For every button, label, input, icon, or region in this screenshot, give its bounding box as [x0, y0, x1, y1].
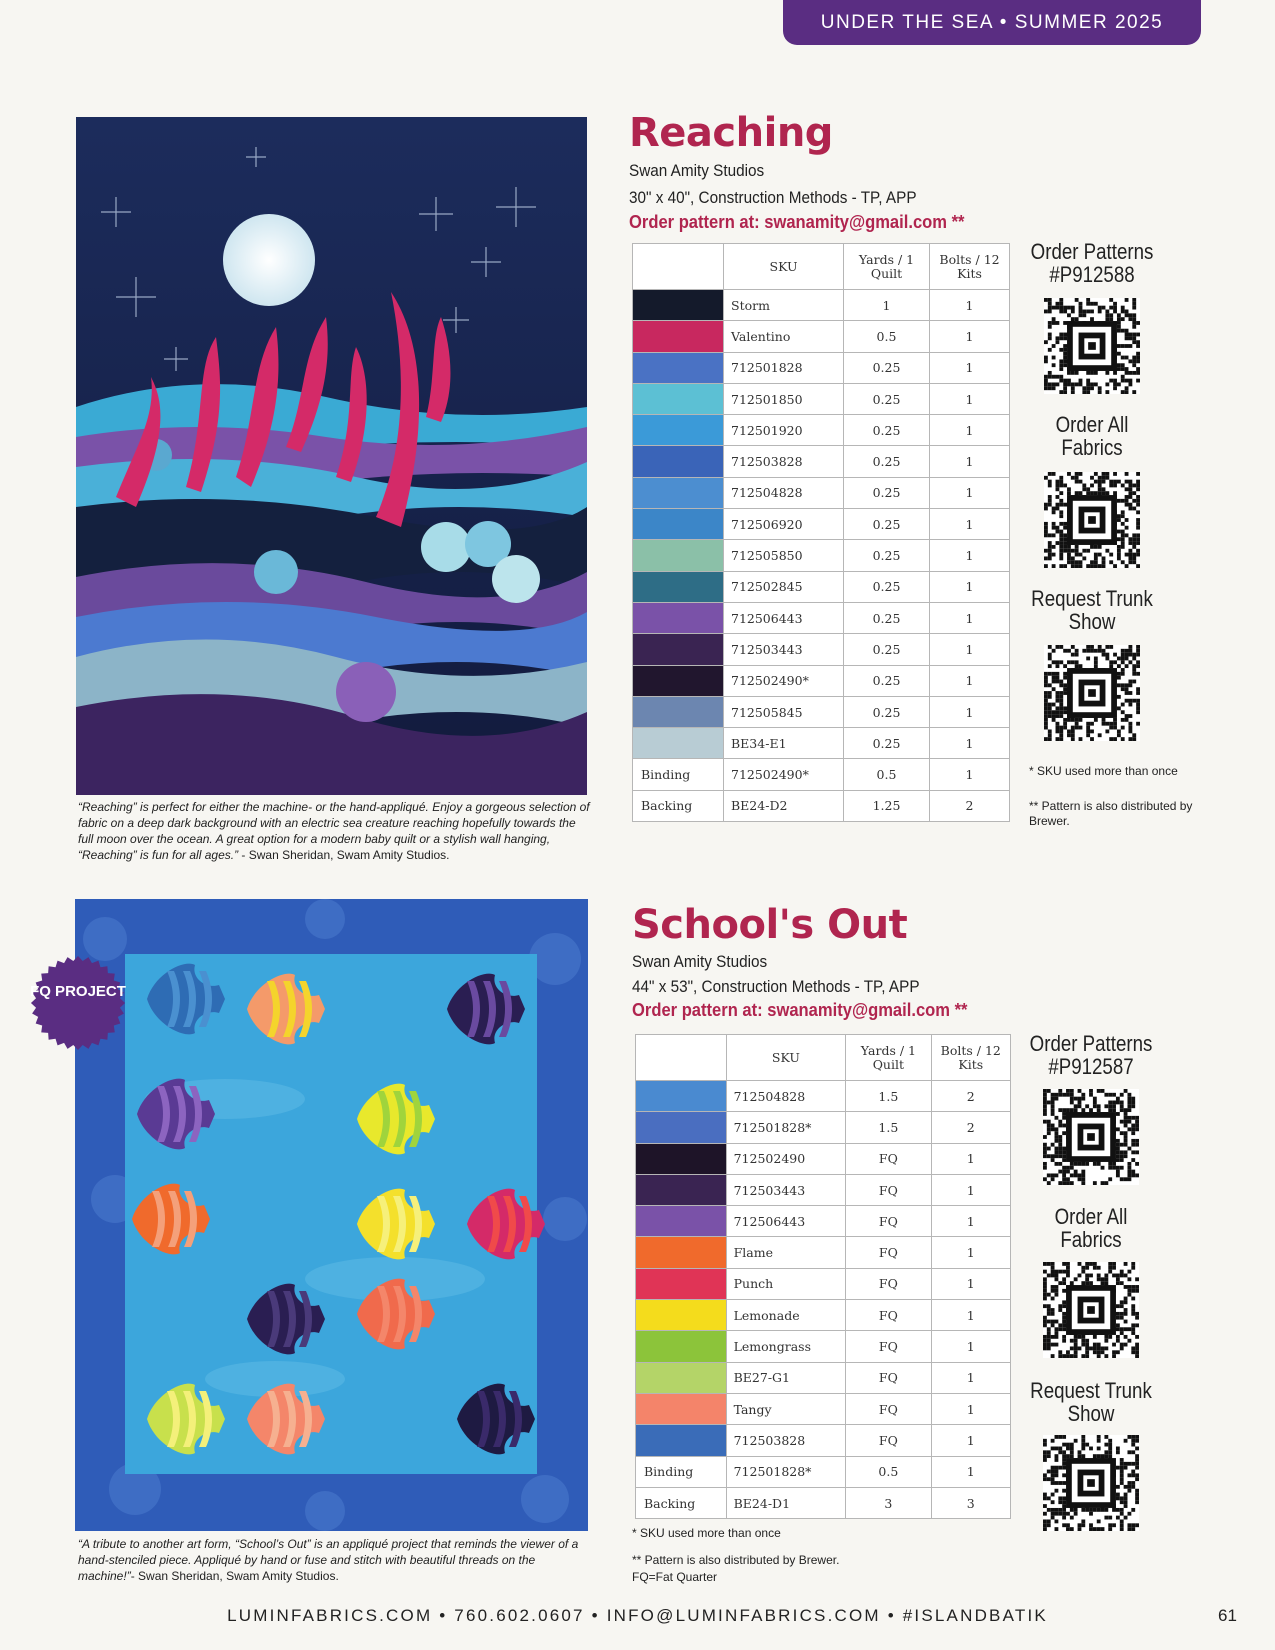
table-row	[633, 665, 1010, 696]
bolts-cell: 1	[931, 1237, 1010, 1268]
reaching-caption-quote: “Reaching” is perfect for either the machine- or the hand-appliqué. Enjoy a gorgeous selection of fabric on a deep dark background with an electric sea creature reaching hopefully towards the full moon over the ocean. A great option for a modern baby quilt or a stylish wall hanging, “Reaching” is fun for all ages.”	[78, 800, 590, 862]
reaching-order-fabrics-qr-icon[interactable]	[1042, 472, 1142, 568]
fabric-sku: 712504828	[724, 477, 844, 508]
schools-out-title: School's Out	[632, 902, 908, 948]
fabric-sku: Flame	[726, 1237, 846, 1268]
fabric-swatch	[636, 1425, 727, 1456]
schools-out-order-patterns-qr-icon[interactable]	[1041, 1089, 1141, 1185]
table-row	[636, 1112, 1011, 1143]
schools-out-caption-credit: - Swan Sheridan, Swam Amity Studios.	[130, 1569, 339, 1583]
table-row	[633, 383, 1010, 414]
yards-cell: FQ	[846, 1237, 931, 1268]
fabric-swatch	[633, 728, 724, 759]
yards-cell: 0.25	[844, 446, 930, 477]
fabric-swatch	[633, 602, 724, 633]
fabric-sku: Lemonade	[726, 1300, 846, 1331]
fabric-sku: 712506443	[726, 1206, 846, 1237]
fabric-swatch	[633, 571, 724, 602]
reaching-quilt-photo	[76, 117, 587, 795]
bolts-cell: 1	[931, 1456, 1010, 1487]
fabric-swatch	[636, 1237, 727, 1268]
fabric-swatch	[633, 446, 724, 477]
schools-out-caption-quote: “A tribute to another art form, “School’s Out” is an appliqué project that reminds the viewer of a hand-stenciled piece. Appliqué by hand or fuse and stitch with beautiful threads on the machine!”	[78, 1537, 579, 1583]
swatch-header	[633, 244, 724, 290]
fabric-swatch	[633, 383, 724, 414]
fabric-sku: 712506443	[724, 602, 844, 633]
table-row	[633, 352, 1010, 383]
yards-cell: 1.5	[846, 1081, 931, 1112]
fabric-swatch	[636, 1362, 727, 1393]
reaching-fabric-table	[632, 243, 1010, 822]
yards-cell: 1	[844, 290, 930, 321]
fabric-sku: 712502490*	[724, 759, 844, 790]
fabric-swatch	[633, 415, 724, 446]
fabric-sku: 712501920	[724, 415, 844, 446]
yards-cell: FQ	[846, 1300, 931, 1331]
footer-contact: LUMINFABRICS.COM • 760.602.0607 • INFO@LUMINFABRICS.COM • #ISLANDBATIK	[227, 1606, 1048, 1625]
table-row	[633, 477, 1010, 508]
fabric-sku: Valentino	[724, 321, 844, 352]
table-row	[636, 1362, 1011, 1393]
bolts-cell: 3	[931, 1487, 1010, 1518]
bolts-cell: 1	[930, 696, 1010, 727]
yards-cell: FQ	[846, 1206, 931, 1237]
fabric-sku: Punch	[726, 1268, 846, 1299]
reaching-order-patterns-qr-icon[interactable]	[1042, 298, 1142, 394]
yards-cell: 0.5	[844, 759, 930, 790]
bolts-cell: 1	[931, 1206, 1010, 1237]
backing-row	[633, 790, 1010, 821]
catalog-header-tab: UNDER THE SEA • SUMMER 2025	[783, 0, 1201, 45]
schools-out-note-sku: * SKU used more than once	[632, 1526, 781, 1540]
fabric-sku: 712505845	[724, 696, 844, 727]
schools-out-order-fabrics-label: Order All Fabrics	[1054, 1204, 1128, 1252]
fabric-swatch	[636, 1081, 727, 1112]
bolts-cell: 2	[931, 1081, 1010, 1112]
fabric-swatch	[633, 540, 724, 571]
fabric-sku: BE24-D1	[726, 1487, 846, 1518]
fabric-swatch	[633, 290, 724, 321]
yards-cell: FQ	[846, 1174, 931, 1205]
schools-out-caption	[78, 1536, 590, 1584]
schools-out-designer: Swan Amity Studios	[632, 952, 768, 971]
fabric-sku: BE27-G1	[726, 1362, 846, 1393]
fabric-sku: 712505850	[724, 540, 844, 571]
table-row	[636, 1425, 1011, 1456]
yards-cell: 0.5	[846, 1456, 931, 1487]
yards-cell: 0.5	[844, 321, 930, 352]
reaching-trunk-show-label: Request Trunk Show	[1031, 586, 1153, 634]
fabric-swatch	[636, 1300, 727, 1331]
bolts-cell: 1	[930, 728, 1010, 759]
bolts-header: Bolts / 12 Kits	[930, 244, 1010, 290]
bolts-cell: 2	[931, 1112, 1010, 1143]
table-row	[636, 1174, 1011, 1205]
table-header-row	[636, 1035, 1011, 1081]
bolts-cell: 1	[931, 1268, 1010, 1299]
fabric-sku: 712503443	[724, 634, 844, 665]
table-row	[633, 696, 1010, 727]
yards-cell: FQ	[846, 1268, 931, 1299]
table-row	[633, 321, 1010, 352]
bolts-cell: 1	[930, 602, 1010, 633]
table-row	[636, 1081, 1011, 1112]
fabric-sku: BE34-E1	[724, 728, 844, 759]
reaching-designer: Swan Amity Studios	[629, 161, 765, 180]
schools-out-trunk-show-qr-icon[interactable]	[1041, 1435, 1141, 1531]
bolts-cell: 1	[931, 1174, 1010, 1205]
fabric-swatch	[636, 1143, 727, 1174]
yards-cell: 0.25	[844, 728, 930, 759]
table-row	[636, 1237, 1011, 1268]
fabric-sku: Lemongrass	[726, 1331, 846, 1362]
fabric-swatch	[636, 1393, 727, 1424]
reaching-order-patterns-label: Order Patterns #P912588	[1030, 239, 1154, 287]
yards-cell: 1.5	[846, 1112, 931, 1143]
yards-cell: 0.25	[844, 602, 930, 633]
bolts-cell: 1	[931, 1300, 1010, 1331]
reaching-title: Reaching	[629, 110, 833, 156]
fabric-sku: 712503828	[726, 1425, 846, 1456]
schools-out-order-fabrics-qr-icon[interactable]	[1041, 1262, 1141, 1358]
bolts-cell: 1	[930, 352, 1010, 383]
yards-header: Yards / 1 Quilt	[846, 1035, 931, 1081]
bolts-cell: 1	[931, 1143, 1010, 1174]
yards-cell: 0.25	[844, 696, 930, 727]
bolts-cell: 2	[930, 790, 1010, 821]
fq-project-badge-icon	[30, 955, 126, 1051]
yards-cell: 3	[846, 1487, 931, 1518]
yards-cell: 0.25	[844, 571, 930, 602]
fabric-swatch	[636, 1331, 727, 1362]
yards-cell: 0.25	[844, 665, 930, 696]
fabric-swatch	[633, 696, 724, 727]
yards-cell: FQ	[846, 1331, 931, 1362]
table-row	[636, 1206, 1011, 1237]
schools-out-trunk-show-label: Request Trunk Show	[1030, 1378, 1152, 1426]
fabric-sku: 712502490	[726, 1143, 846, 1174]
yards-cell: FQ	[846, 1362, 931, 1393]
reaching-size-methods: 30" x 40", Construction Methods - TP, APP	[629, 188, 917, 207]
fabric-swatch	[636, 1174, 727, 1205]
bolts-cell: 1	[930, 321, 1010, 352]
table-row	[633, 571, 1010, 602]
fabric-sku: 712503443	[726, 1174, 846, 1205]
bolts-cell: 1	[930, 477, 1010, 508]
bolts-cell: 1	[930, 759, 1010, 790]
table-row	[633, 509, 1010, 540]
bolts-cell: 1	[931, 1425, 1010, 1456]
yards-cell: 0.25	[844, 383, 930, 414]
fabric-sku: Storm	[724, 290, 844, 321]
backing-row	[636, 1487, 1011, 1518]
table-row	[636, 1331, 1011, 1362]
schools-out-order-patterns-label: Order Patterns #P912587	[1029, 1031, 1153, 1079]
fabric-sku: 712501828*	[726, 1112, 846, 1143]
bolts-cell: 1	[930, 383, 1010, 414]
fabric-swatch	[633, 321, 724, 352]
yards-cell: FQ	[846, 1425, 931, 1456]
bolts-cell: 1	[930, 446, 1010, 477]
fabric-sku: 712506920	[724, 509, 844, 540]
yards-cell: 0.25	[844, 540, 930, 571]
fabric-swatch	[633, 665, 724, 696]
binding-row	[633, 759, 1010, 790]
reaching-note-brewer: ** Pattern is also distributed by Brewer.	[1029, 799, 1193, 828]
yards-header: Yards / 1 Quilt	[844, 244, 930, 290]
yards-cell: 0.25	[844, 634, 930, 665]
table-row	[636, 1268, 1011, 1299]
sku-header: SKU	[726, 1035, 846, 1081]
fabric-swatch	[636, 1112, 727, 1143]
page-number: 61	[1218, 1606, 1237, 1625]
fabric-swatch	[636, 1206, 727, 1237]
fabric-swatch	[633, 509, 724, 540]
fabric-sku: 712503828	[724, 446, 844, 477]
bolts-cell: 1	[931, 1362, 1010, 1393]
yards-cell: 0.25	[844, 477, 930, 508]
bolts-cell: 1	[930, 290, 1010, 321]
schools-out-note-fq: FQ=Fat Quarter	[632, 1570, 718, 1584]
bolts-cell: 1	[930, 571, 1010, 602]
reaching-note-sku: * SKU used more than once	[1029, 764, 1178, 778]
table-row	[633, 446, 1010, 477]
row-label: Backing	[636, 1487, 727, 1518]
reaching-order-link[interactable]: Order pattern at: swanamity@gmail.com **	[629, 212, 965, 232]
bolts-cell: 1	[930, 415, 1010, 446]
yards-cell: 1.25	[844, 790, 930, 821]
row-label: Backing	[633, 790, 724, 821]
schools-out-note-brewer: ** Pattern is also distributed by Brewer.	[632, 1553, 840, 1567]
schools-out-fabric-table	[635, 1034, 1011, 1519]
yards-cell: FQ	[846, 1393, 931, 1424]
table-row	[633, 728, 1010, 759]
bolts-cell: 1	[930, 665, 1010, 696]
table-row	[636, 1393, 1011, 1424]
bolts-cell: 1	[930, 540, 1010, 571]
table-row	[633, 540, 1010, 571]
table-row	[633, 634, 1010, 665]
bolts-cell: 1	[930, 634, 1010, 665]
fabric-sku: 712502490*	[724, 665, 844, 696]
fabric-swatch	[633, 477, 724, 508]
swatch-header	[636, 1035, 727, 1081]
schools-out-order-link[interactable]: Order pattern at: swanamity@gmail.com **	[632, 1000, 968, 1020]
fabric-sku: 712501850	[724, 383, 844, 414]
sku-header: SKU	[724, 244, 844, 290]
table-row	[636, 1143, 1011, 1174]
reaching-caption	[78, 799, 590, 863]
fabric-swatch	[633, 634, 724, 665]
reaching-trunk-show-qr-icon[interactable]	[1042, 645, 1142, 741]
fabric-sku: BE24-D2	[724, 790, 844, 821]
fabric-sku: 712502845	[724, 571, 844, 602]
yards-cell: FQ	[846, 1143, 931, 1174]
table-header-row	[633, 244, 1010, 290]
fabric-sku: 712501828	[724, 352, 844, 383]
row-label: Binding	[633, 759, 724, 790]
bolts-cell: 1	[931, 1331, 1010, 1362]
fabric-swatch	[633, 352, 724, 383]
table-row	[633, 602, 1010, 633]
row-label: Binding	[636, 1456, 727, 1487]
reaching-order-fabrics-label: Order All Fabrics	[1055, 412, 1129, 460]
table-row	[633, 290, 1010, 321]
yards-cell: 0.25	[844, 415, 930, 446]
fq-project-badge-text: FQ PROJECT	[30, 983, 126, 1000]
table-row	[636, 1300, 1011, 1331]
fabric-swatch	[636, 1268, 727, 1299]
bolts-cell: 1	[930, 509, 1010, 540]
fabric-sku: 712504828	[726, 1081, 846, 1112]
fabric-sku: Tangy	[726, 1393, 846, 1424]
yards-cell: 0.25	[844, 352, 930, 383]
bolts-cell: 1	[931, 1393, 1010, 1424]
bolts-header: Bolts / 12 Kits	[931, 1035, 1010, 1081]
schools-out-quilt-photo	[75, 899, 588, 1531]
binding-row	[636, 1456, 1011, 1487]
schools-out-size-methods: 44" x 53", Construction Methods - TP, APP	[632, 977, 920, 996]
yards-cell: 0.25	[844, 509, 930, 540]
table-row	[633, 415, 1010, 446]
fabric-sku: 712501828*	[726, 1456, 846, 1487]
reaching-caption-credit: - Swan Sheridan, Swam Amity Studios.	[238, 848, 450, 862]
